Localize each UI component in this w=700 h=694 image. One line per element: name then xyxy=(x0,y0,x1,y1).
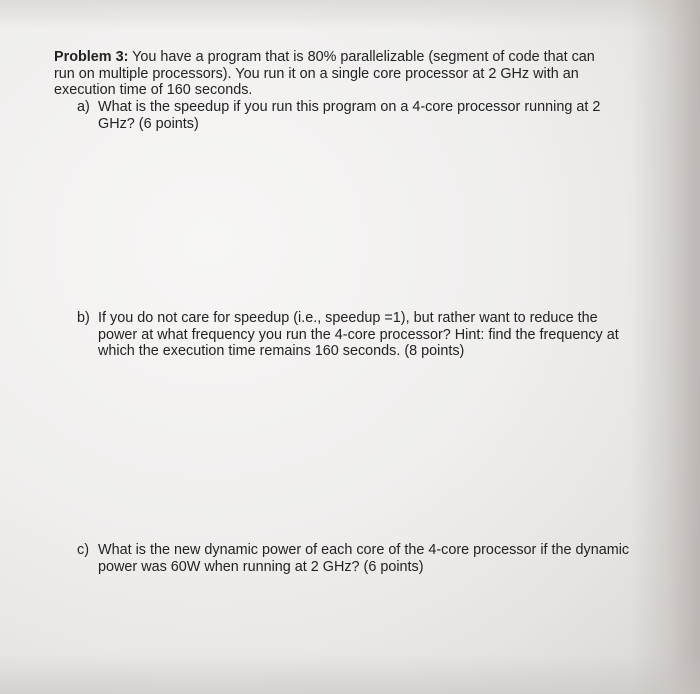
question-part-c xyxy=(77,542,637,575)
part-a-text: What is the speedup if you run this program on a 4-core processor running at 2 GHz? (6 points) xyxy=(98,99,601,132)
question-part-a xyxy=(77,99,637,132)
question-part-b xyxy=(77,310,637,360)
part-c-text: What is the new dynamic power of each core of the 4-core processor if the dynamic power was 60W when running at 2 GHz? (6 points) xyxy=(98,542,630,575)
problem-intro-text: You have a program that is 80% parallelizable (segment of code that can run on multiple processors). You run it on a single core processor at 2 GHz with an execution time of 160 seconds. xyxy=(54,49,595,99)
part-b-letter: b) xyxy=(77,310,90,326)
part-b-text: If you do not care for speedup (i.e., speedup =1), but rather want to reduce the power at what frequency you run the 4-core processor? Hint: find the frequency at which the execution time remains 160 seconds. (8 points) xyxy=(98,310,619,360)
problem-label: Problem 3: xyxy=(54,49,129,65)
part-c-letter: c) xyxy=(77,542,89,558)
problem-statement xyxy=(54,49,614,99)
part-a-letter: a) xyxy=(77,99,90,115)
